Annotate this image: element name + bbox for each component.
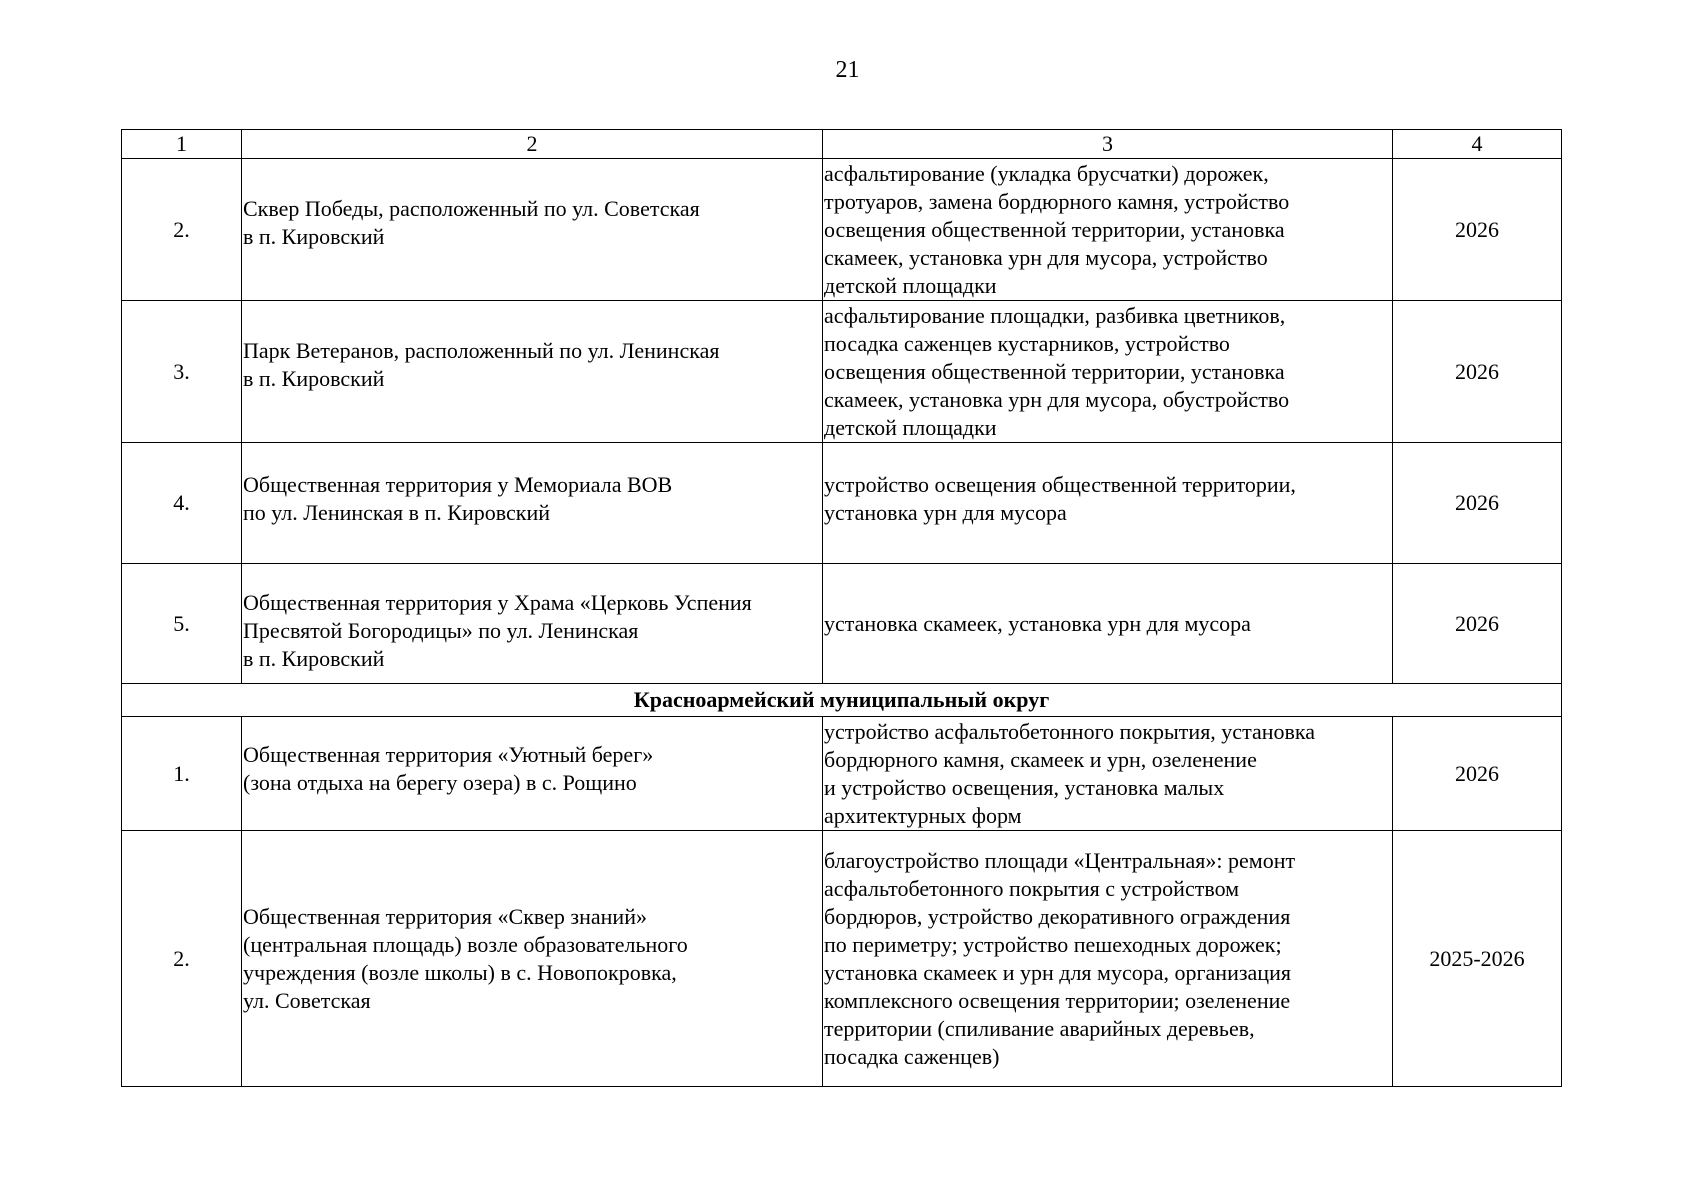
table-row [122,564,1562,684]
header-cell-4: 4 [1393,130,1562,159]
text-line: и устройство освещения, установка малых [824,774,1225,800]
text-line: Общественная территория у Храма «Церковь Успения [243,589,752,615]
text-line: по периметру; устройство пешеходных дорожек; [824,931,1282,957]
text-line: детской площадки [824,414,997,440]
improvement-table [121,129,1562,1087]
text-line: посадка саженцев кустарников, устройство [824,330,1230,356]
text-line: тротуаров, замена бордюрного камня, устройство [824,188,1290,214]
year: 2026 [1393,564,1562,684]
text-line: архитектурных форм [824,802,1022,828]
work-description [823,831,1393,1087]
row-number: 2. [122,159,242,301]
territory-name [242,443,823,564]
text-line: бордюров, устройство декоративного ограждения [824,903,1291,929]
text-line: ул. Советская [243,987,371,1013]
text-line: детской площадки [824,272,997,298]
text-line: территории (спиливание аварийных деревьев, [824,1015,1255,1041]
row-number: 2. [122,831,242,1087]
row-number: 1. [122,717,242,831]
text-line: Сквер Победы, расположенный по ул. Советская [243,195,700,221]
text-line: устройство освещения общественной территории, [824,472,1296,497]
work-description [823,717,1393,831]
work-description [823,159,1393,301]
text-line: комплексного освещения территории; озеленение [824,987,1291,1013]
header-cell-3: 3 [823,130,1393,159]
text-line: установка скамеек, установка урн для мусора [824,610,1251,636]
table-header-row [122,130,1562,159]
text-line: асфальтирование площадки, разбивка цветников, [824,302,1286,328]
territory-name [242,159,823,301]
row-number: 4. [122,443,242,564]
work-description [823,564,1393,684]
text-line: Парк Ветеранов, расположенный по ул. Ленинская [243,337,720,363]
text-line: в п. Кировский [243,365,385,391]
text-line: скамеек, установка урн для мусора, обустройство [824,386,1290,412]
text-line: по ул. Ленинская в п. Кировский [243,500,551,525]
text-line: освещения общественной территории, установка [824,358,1285,384]
table-row [122,301,1562,443]
text-line: Общественная территория «Уютный берег» [243,741,654,767]
table-row [122,443,1562,564]
text-line: в п. Кировский [243,223,385,249]
text-line: посадка саженцев) [824,1043,1000,1069]
text-line: устройство асфальтобетонного покрытия, установка [824,718,1316,744]
territory-name [242,717,823,831]
row-number: 3. [122,301,242,443]
table-row [122,159,1562,301]
text-line: учреждения (возле школы) в с. Новопокровка, [243,959,677,985]
year: 2026 [1393,443,1562,564]
year: 2025-2026 [1393,831,1562,1087]
work-description [823,301,1393,443]
year: 2026 [1393,301,1562,443]
table-row [122,831,1562,1087]
territory-name [242,564,823,684]
header-cell-2: 2 [242,130,823,159]
text-line: (зона отдыха на берегу озера) в с. Рощино [243,769,637,795]
text-line: (центральная площадь) возле образовательного [243,931,688,957]
table-row [122,717,1562,831]
text-line: асфальтирование (укладка брусчатки) дорожек, [824,160,1269,186]
text-line: скамеек, установка урн для мусора, устройство [824,244,1268,270]
row-number: 5. [122,564,242,684]
territory-name [242,831,823,1087]
text-line: асфальтобетонного покрытия с устройством [824,875,1240,901]
text-line: Общественная территория у Мемориала ВОВ [243,472,673,497]
territory-name [242,301,823,443]
header-cell-1: 1 [122,130,242,159]
text-line: бордюрного камня, скамеек и урн, озеленение [824,746,1257,772]
year: 2026 [1393,717,1562,831]
section-title: Красноармейский муниципальный округ [122,684,1562,717]
text-line: благоустройство площади «Центральная»: ремонт [824,847,1296,873]
page-number: 21 [835,57,860,83]
year: 2026 [1393,159,1562,301]
work-description [823,443,1393,564]
text-line: установка урн для мусора [824,500,1067,525]
section-row [122,684,1562,717]
text-line: установка скамеек и урн для мусора, организация [824,959,1291,985]
text-line: в п. Кировский [243,645,385,671]
text-line: Общественная территория «Сквер знаний» [243,903,647,929]
text-line: Пресвятой Богородицы» по ул. Ленинская [243,617,639,643]
text-line: освещения общественной территории, установка [824,216,1285,242]
